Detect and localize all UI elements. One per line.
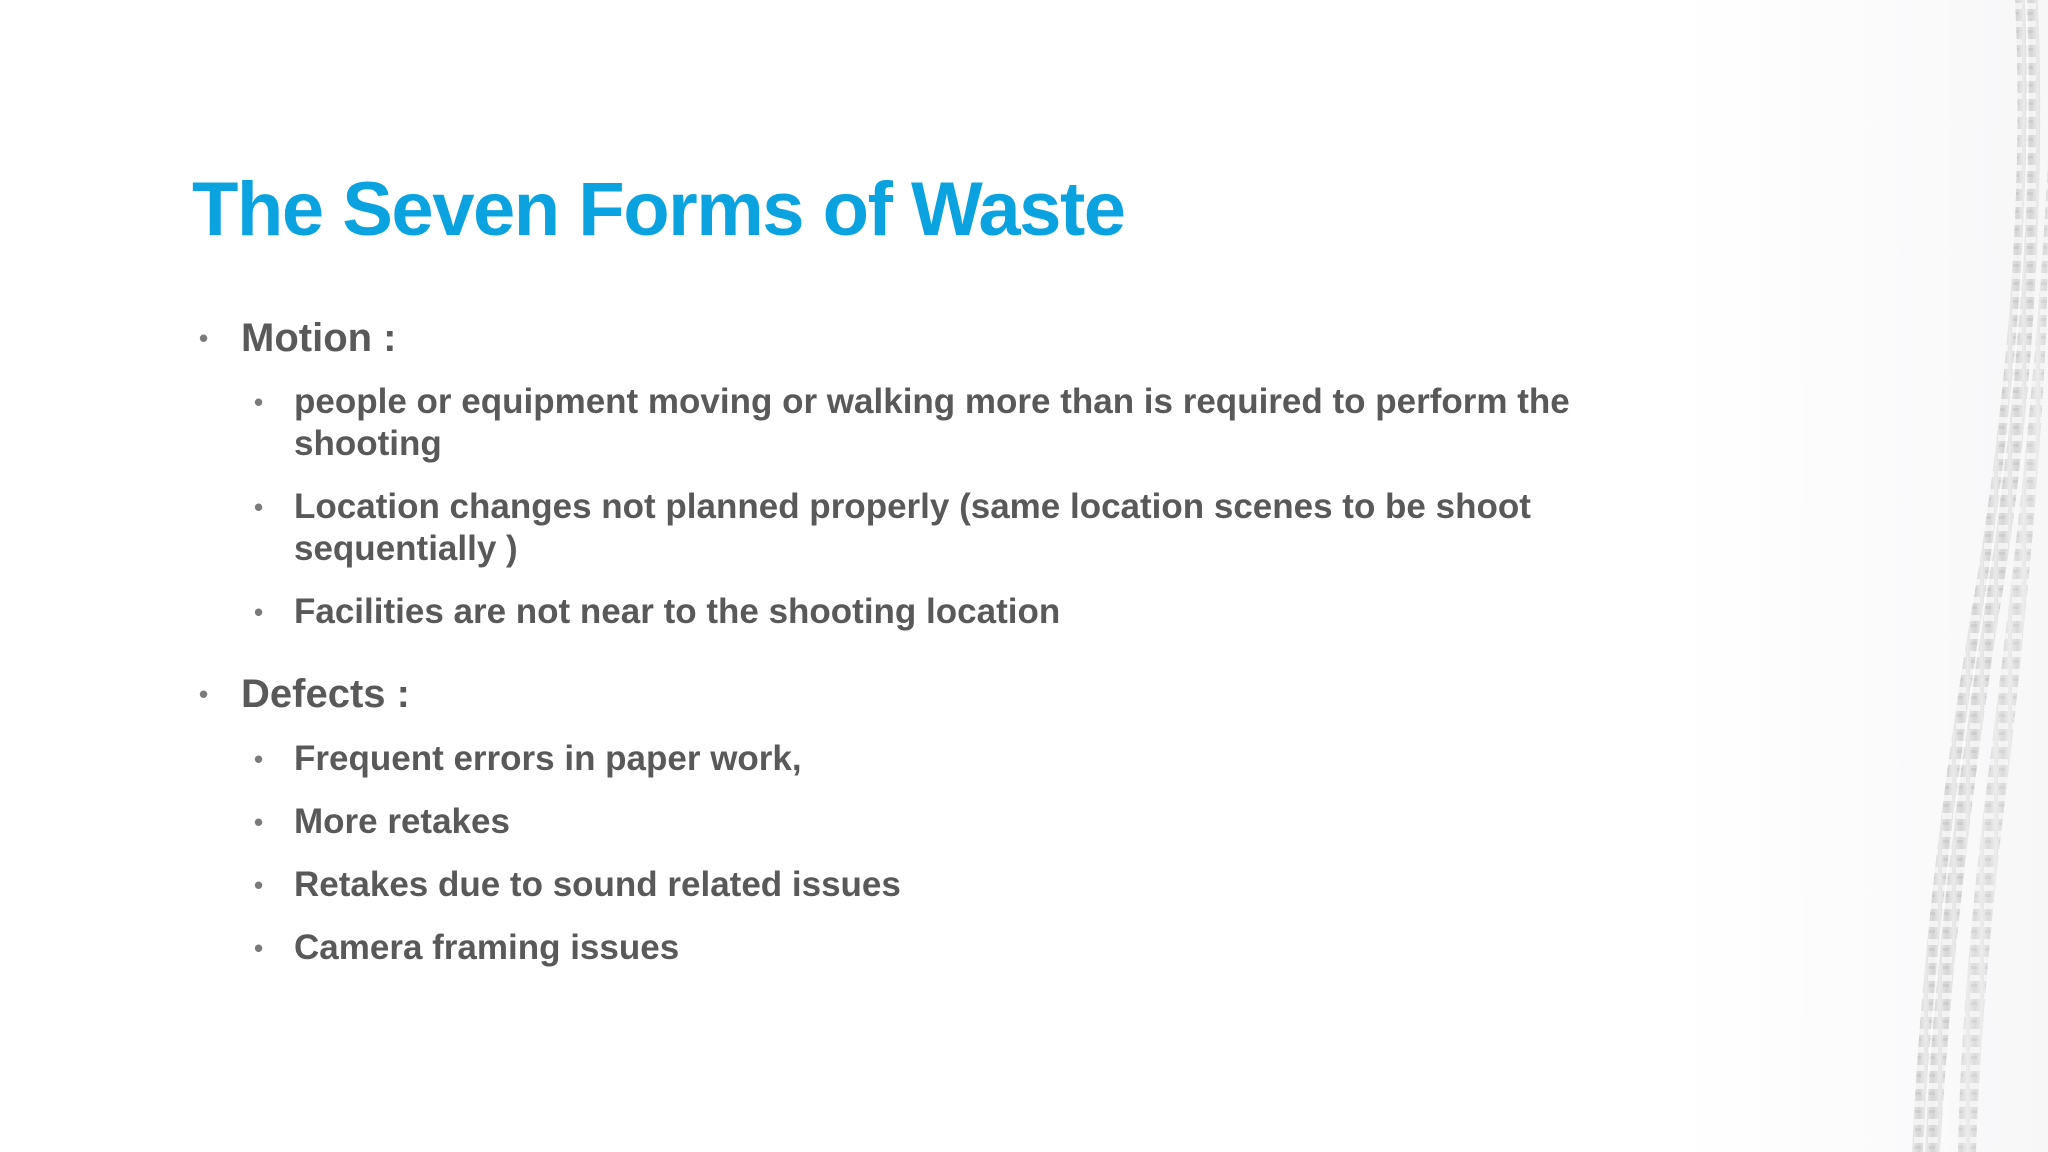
bullet-icon: • [254,492,264,522]
bullet-icon: • [254,933,264,963]
section-heading: Defects : [241,672,410,716]
bullet-heading-motion [199,316,397,360]
list-item-text: Retakes due to sound related issues [294,865,901,904]
list-item [254,801,1594,843]
decorative-ribbon-graphic [1800,0,2048,1152]
list-item [254,927,1594,969]
bullet-icon: • [254,597,264,627]
list-item [254,864,1594,906]
bullet-icon: • [254,744,264,774]
bullet-icon: • [254,807,264,837]
list-item [254,486,1594,570]
list-item-text: Camera framing issues [294,928,680,967]
list-item [254,381,1594,465]
bullet-icon: • [199,679,209,709]
bullet-icon: • [254,870,264,900]
list-item [254,591,1594,633]
bullet-heading-defects [199,672,410,716]
bullet-icon: • [254,387,264,417]
slide-title: The Seven Forms of Waste [192,167,1125,252]
bullet-icon: • [199,323,209,353]
section-heading: Motion : [241,316,397,360]
list-item-text: Facilities are not near to the shooting location [294,592,1061,631]
list-item-text: Location changes not planned properly (same location scenes to be shoot sequentially ) [294,487,1531,568]
list-item-text: More retakes [294,802,510,841]
list-item-text: people or equipment moving or walking more than is required to perform the shooting [294,382,1570,463]
list-item [254,738,1594,780]
list-item-text: Frequent errors in paper work, [294,739,802,778]
